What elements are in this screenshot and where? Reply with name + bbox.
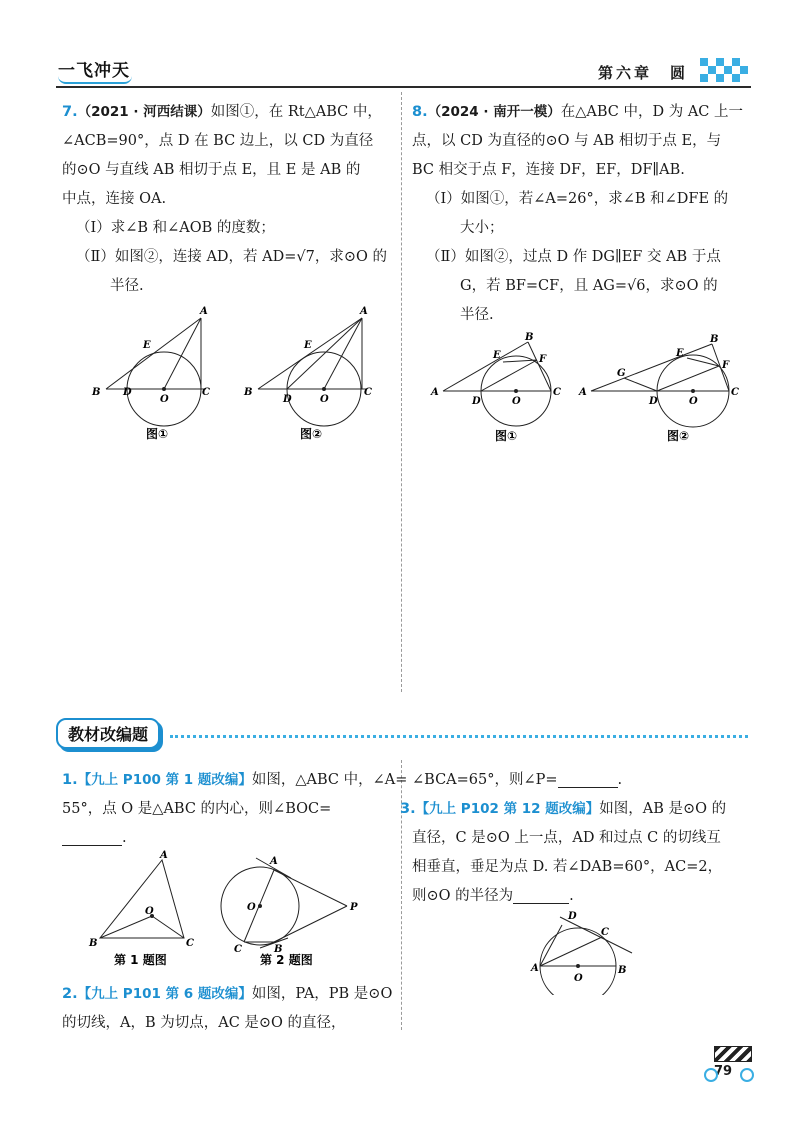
label-o: O [574, 973, 583, 984]
answer-blank[interactable] [62, 831, 122, 846]
label-b: B [525, 332, 534, 343]
label-a: A [160, 850, 168, 861]
label-b: B [618, 965, 627, 976]
label-a: A [360, 306, 368, 317]
text-line: 半径. [110, 278, 144, 294]
text-line: 如图①，在 Rt△ABC 中， [210, 104, 382, 120]
label-a: A [200, 306, 208, 317]
fig-caption: 图① [146, 427, 169, 441]
text-line: （Ⅰ）如图①，若∠A=26°，求∠B 和∠DFE 的 [426, 191, 729, 207]
text-line: 在△ABC 中，D 为 AC 上一 [560, 104, 743, 120]
text-line: 中点，连接 OA. [62, 191, 167, 207]
text-line: 的⊙O 与直线 AB 相切于点 E，且 E 是 AB 的 [62, 162, 361, 178]
question-source: （2024 · 南开一模） [427, 104, 561, 120]
question-7 [62, 98, 392, 301]
label-b: B [710, 334, 719, 345]
label-o: O [247, 902, 256, 913]
text-line: 直径，C 是⊙O 上一点，AD 和过点 C 的切线互 [412, 830, 721, 846]
label-b: B [92, 387, 101, 398]
label-c: C [553, 387, 561, 398]
question-source: （2021 · 河西结课） [77, 104, 211, 120]
section-title: 教材改编题 [56, 718, 160, 749]
fig-caption: 第 2 题图 [260, 953, 313, 967]
page-number: 79 [714, 1064, 733, 1079]
t1-t2-figures [84, 848, 404, 976]
label-b: B [244, 387, 253, 398]
label-d: D [283, 394, 292, 405]
decor-wheel-left [704, 1068, 718, 1082]
fig-caption: 图① [495, 429, 518, 443]
text-line: 如图，PA，PB 是⊙O [251, 986, 393, 1002]
label-d: D [123, 387, 132, 398]
label-e: E [493, 350, 501, 361]
chapter-title: 第六章 圆 [598, 64, 689, 82]
text-line: BC 相交于点 F，连接 DF，EF，DF∥AB. [412, 162, 685, 178]
label-a: A [270, 856, 278, 867]
label-e: E [143, 340, 151, 351]
text-line: （Ⅰ）求∠B 和∠AOB 的度数； [76, 220, 275, 236]
fig-caption: 第 1 题图 [114, 953, 167, 967]
label-b: B [274, 944, 283, 955]
label-o: O [160, 394, 169, 405]
page-number-decoration [714, 1046, 752, 1062]
label-c: C [731, 387, 739, 398]
fig-caption: 图② [300, 427, 323, 441]
text-line: 的切线，A，B 为切点，AC 是⊙O 的直径， [62, 1015, 346, 1031]
label-o: O [320, 394, 329, 405]
question-number: 8. [412, 104, 428, 120]
t1-figure [100, 860, 184, 938]
label-a: A [579, 387, 587, 398]
question-source: 【九上 P100 第 1 题改编】 [77, 772, 252, 788]
text-line: . [122, 830, 127, 846]
checker-pattern [700, 58, 748, 84]
column-divider-top [401, 92, 402, 692]
label-c: C [234, 944, 242, 955]
text-line: 大小； [460, 220, 504, 236]
answer-blank[interactable] [513, 889, 569, 904]
t3-figure [530, 905, 650, 995]
textbook-question-2-cont [412, 766, 747, 795]
question-source: 【九上 P102 第 12 题改编】 [415, 801, 600, 817]
label-c: C [202, 387, 210, 398]
brand-swoosh [58, 76, 132, 84]
question-number: 3. [400, 801, 416, 817]
question-number: 1. [62, 772, 78, 788]
header-rule [56, 86, 751, 88]
question-number: 7. [62, 104, 78, 120]
label-f: F [722, 360, 730, 371]
fig-caption: 图② [667, 429, 690, 443]
label-d: D [649, 396, 658, 407]
textbook-question-2 [62, 980, 397, 1038]
q7-figures [86, 300, 396, 450]
textbook-question-3 [400, 795, 748, 911]
q7-figure-2 [258, 318, 366, 426]
section-dotted-rule [170, 735, 748, 738]
label-c: C [601, 927, 609, 938]
text-line: 点，以 CD 为直径的⊙O 与 AB 相切于点 E，与 [412, 133, 722, 149]
text-line: G，若 BF=CF，且 AG=√6，求⊙O 的 [460, 278, 718, 294]
label-d: D [568, 911, 577, 922]
label-p: P [350, 902, 358, 913]
text-line: ∠BCA=65°，则∠P= [412, 772, 558, 788]
question-source: 【九上 P101 第 6 题改编】 [77, 986, 252, 1002]
label-c: C [186, 938, 194, 949]
q8-figure-2 [591, 344, 729, 427]
text-line: 半径. [460, 307, 494, 323]
textbook-question-1 [62, 766, 408, 853]
label-o: O [512, 396, 521, 407]
label-b: B [89, 938, 98, 949]
text-line: （Ⅱ）如图②，连接 AD，若 AD=√7，求⊙O 的 [76, 249, 388, 265]
text-line: （Ⅱ）如图②，过点 D 作 DG∥EF 交 AB 于点 [426, 249, 721, 265]
q7-figure-1 [106, 318, 206, 426]
question-8 [412, 98, 747, 330]
t2-figure [221, 858, 347, 948]
label-o: O [689, 396, 698, 407]
text-line: . [569, 888, 574, 904]
brand-logo: 一飞冲天 [58, 61, 130, 81]
question-number: 2. [62, 986, 78, 1002]
label-e: E [676, 348, 684, 359]
label-c: C [364, 387, 372, 398]
text-line: 如图，AB 是⊙O 的 [599, 801, 727, 817]
text-line: . [617, 772, 623, 788]
text-line: 相垂直，垂足为点 D. 若∠DAB=60°，AC=2， [412, 859, 723, 875]
label-a: A [531, 963, 539, 974]
label-g: G [617, 368, 626, 379]
label-f: F [539, 354, 547, 365]
decor-wheel-right [740, 1068, 754, 1082]
label-d: D [472, 396, 481, 407]
q8-figures [425, 330, 750, 450]
text-line: 如图，△ABC 中，∠A= [251, 772, 408, 788]
answer-blank[interactable] [558, 773, 618, 788]
text-line: 则⊙O 的半径为 [412, 888, 514, 904]
text-line: 55°，点 O 是△ABC 的内心，则∠BOC= [62, 801, 332, 817]
text-line: ∠ACB=90°，点 D 在 BC 边上，以 CD 为直径 [62, 133, 374, 149]
label-o: O [145, 906, 154, 917]
label-e: E [304, 340, 312, 351]
label-a: A [431, 387, 439, 398]
